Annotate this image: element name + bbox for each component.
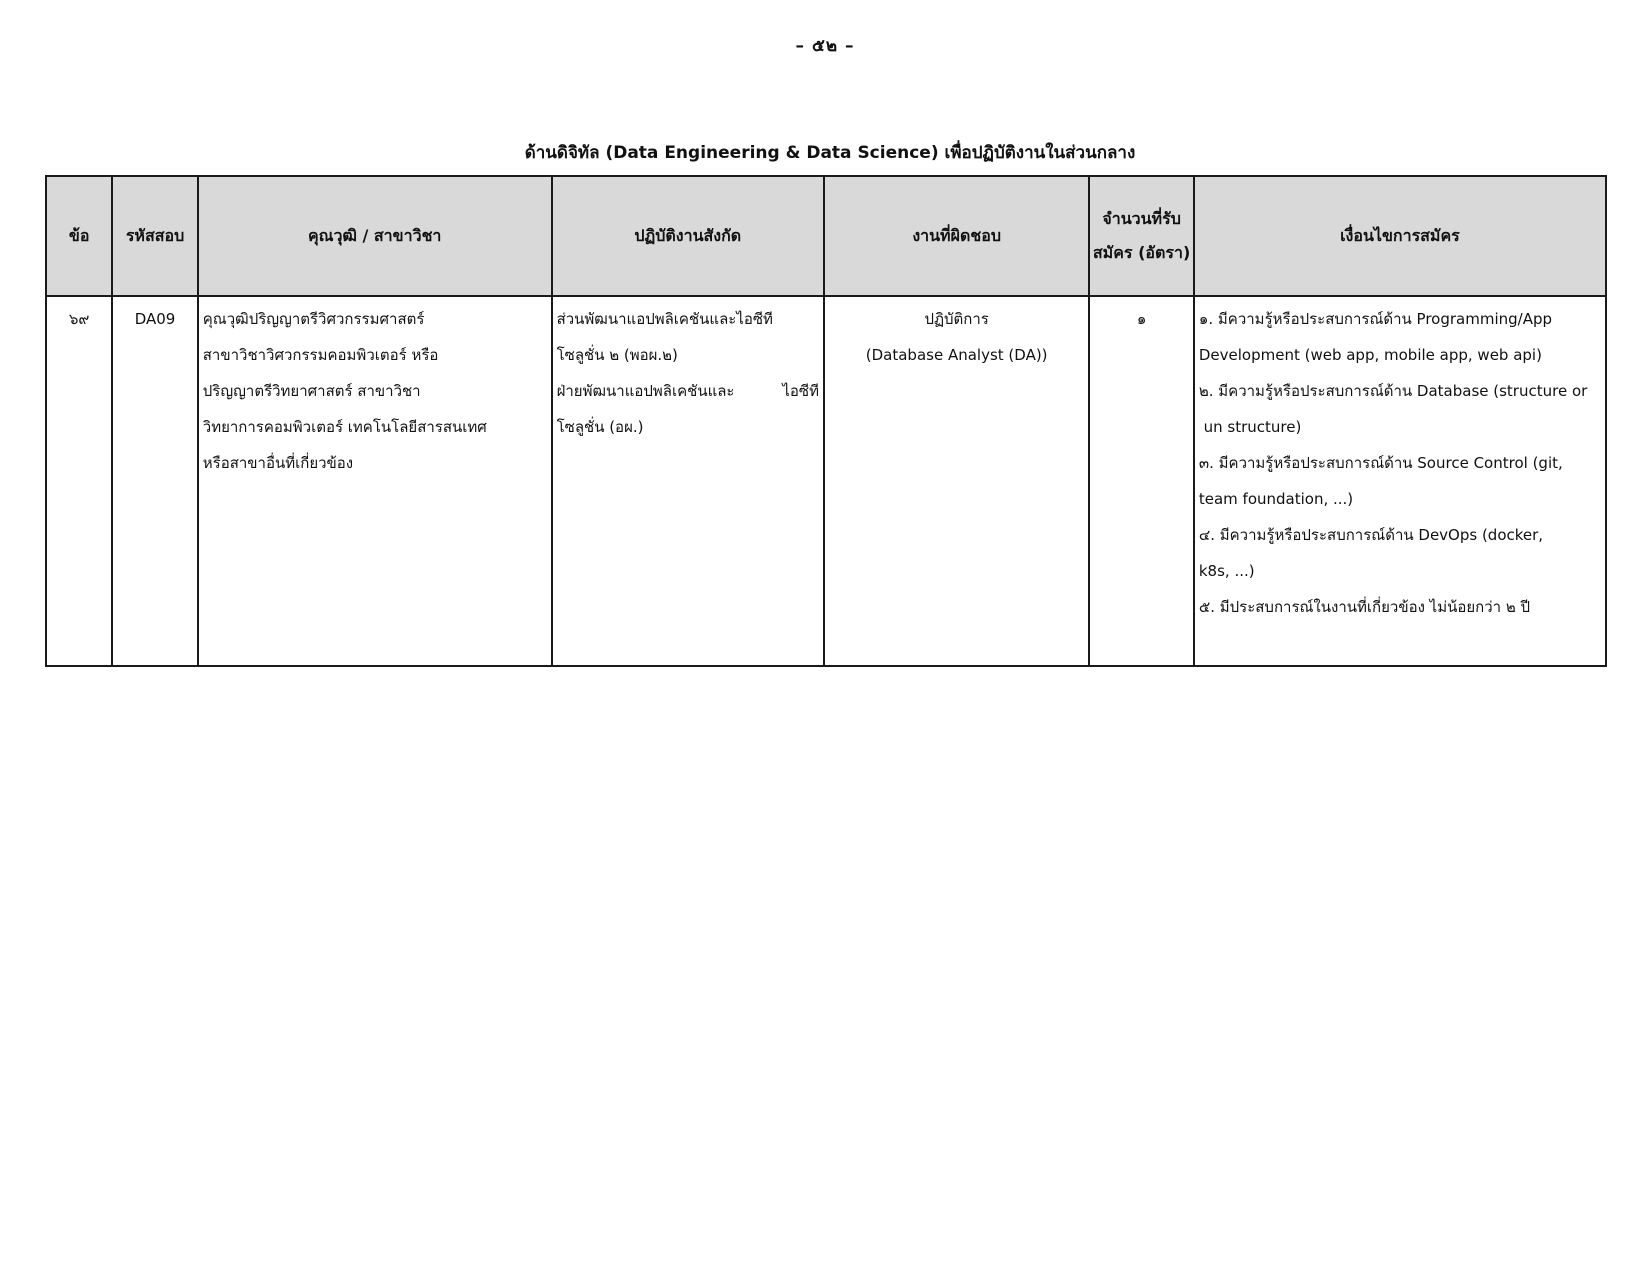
cell-department [552, 296, 824, 666]
department-line-part: ฝ่ายพัฒนาแอปพลิเคชันและ [556, 382, 735, 400]
cell-no: ๖๙ [46, 296, 112, 666]
department-line: โซลูชั่น ๒ (พอผ.๒) [556, 346, 678, 364]
condition-line: k8s, ...) [1198, 562, 1255, 580]
condition-line: team foundation, ...) [1198, 490, 1354, 508]
condition-line: ๕. มีประสบการณ์ในงานที่เกี่ยวข้อง ไม่น้อยกว่า ๒ ปี [1198, 598, 1531, 616]
header-exam-code: รหัสสอบ [112, 176, 197, 296]
department-line-part: ไอซีที [782, 382, 819, 400]
condition-line: Development (web app, mobile app, web api) [1198, 346, 1542, 364]
condition-line: ๒. มีความรู้หรือประสบการณ์ด้าน Database (structure or [1198, 382, 1588, 400]
header-count [1089, 176, 1194, 296]
cell-responsibility [824, 296, 1089, 666]
condition-line: ๑. มีความรู้หรือประสบการณ์ด้าน Programming/App [1198, 310, 1553, 328]
condition-line: un structure) [1198, 418, 1302, 436]
job-position-table [45, 175, 1607, 667]
department-line [557, 373, 819, 409]
qualification-line: ปริญญาตรีวิทยาศาสตร์ สาขาวิชา [202, 382, 421, 400]
department-line: ส่วนพัฒนาแอปพลิเคชันและไอซีที [556, 310, 773, 328]
qualification-line: คุณวุฒิปริญญาตรีวิศวกรรมศาสตร์ [202, 310, 425, 328]
header-department: ปฏิบัติงานสังกัด [552, 176, 824, 296]
header-qualification: คุณวุฒิ / สาขาวิชา [198, 176, 552, 296]
responsibility-line: ปฏิบัติการ [924, 310, 989, 328]
cell-count: ๑ [1089, 296, 1194, 666]
table-row [46, 296, 1606, 666]
page-number: – ๕๒ – [795, 36, 855, 56]
table-header-row [46, 176, 1606, 296]
cell-qualification [198, 296, 552, 666]
cell-exam-code: DA09 [112, 296, 197, 666]
document-title: ด้านดิจิทัล (Data Engineering & Data Science) เพื่อปฏิบัติงานในส่วนกลาง [524, 143, 1136, 163]
qualification-line: สาขาวิชาวิศวกรรมคอมพิวเตอร์ หรือ [202, 346, 439, 364]
header-no: ข้อ [46, 176, 112, 296]
responsibility-line: (Database Analyst (DA)) [865, 346, 1048, 364]
header-count-line-2: สมัคร (อัตรา) [1092, 243, 1191, 262]
condition-line: ๓. มีความรู้หรือประสบการณ์ด้าน Source Control (git, [1198, 454, 1563, 472]
header-count-line-1: จำนวนที่รับ [1102, 209, 1181, 228]
header-responsibility: งานที่ผิดชอบ [824, 176, 1089, 296]
qualification-line: วิทยาการคอมพิวเตอร์ เทคโนโลยีสารสนเทศ [202, 418, 487, 436]
condition-line: ๔. มีความรู้หรือประสบการณ์ด้าน DevOps (docker, [1198, 526, 1544, 544]
department-line: โซลูชั่น (อผ.) [556, 418, 644, 436]
qualification-line: หรือสาขาอื่นที่เกี่ยวข้อง [202, 454, 354, 472]
cell-conditions [1194, 296, 1606, 666]
header-conditions: เงื่อนไขการสมัคร [1194, 176, 1606, 296]
